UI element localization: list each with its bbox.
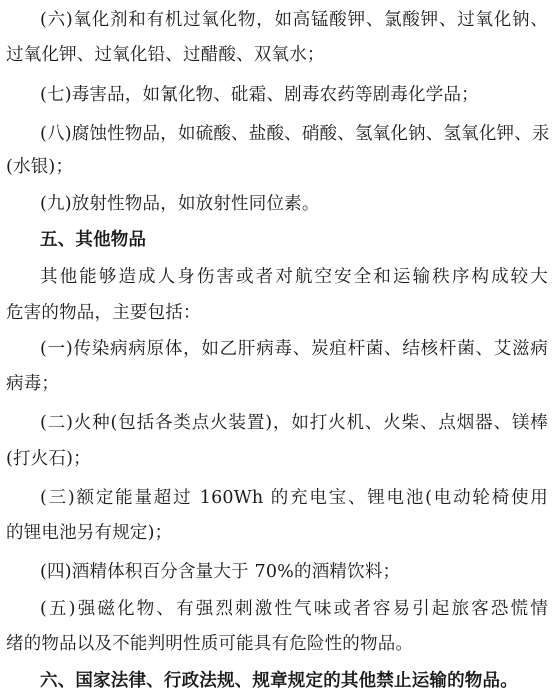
paragraph-line: 过氧化钾、过氧化铅、过醋酸、双氧水； bbox=[6, 45, 325, 65]
paragraph-line: (一)传染病病原体，如乙肝病毒、炭疽杆菌、结核杆菌、艾滋病 bbox=[40, 339, 548, 359]
paragraph-line: (五)强磁化物、有强烈刺激性气味或者容易引起旅客恐慌情 bbox=[40, 599, 548, 619]
section-heading: 五、其他物品 bbox=[40, 230, 147, 250]
paragraph-line: (打火石)； bbox=[6, 449, 91, 469]
paragraph-line: 病毒； bbox=[6, 374, 60, 394]
paragraph-line: (三)额定能量超过 160Wh 的充电宝、锂电池(电动轮椅使用 bbox=[40, 488, 548, 508]
paragraph-line: 危害的物品，主要包括： bbox=[6, 303, 201, 323]
paragraph-line: (八)腐蚀性物品，如硫酸、盐酸、硝酸、氢氧化钠、氢氧化钾、汞 bbox=[40, 124, 550, 144]
paragraph-line: 绪的物品以及不能判明性质可能具有危险性的物品。 bbox=[6, 634, 414, 654]
paragraph-line: (四)酒精体积百分含量大于 70%的酒精饮料； bbox=[40, 562, 401, 582]
paragraph-line: (六)氧化剂和有机过氧化物，如高锰酸钾、氯酸钾、过氧化钠、 bbox=[40, 10, 548, 30]
paragraph-line: (七)毒害品，如氰化物、砒霜、剧毒农药等剧毒化学品； bbox=[40, 85, 479, 105]
section-heading: 六、国家法律、行政法规、规章规定的其他禁止运输的物品。 bbox=[40, 671, 518, 691]
paragraph-line: (水银)； bbox=[6, 157, 74, 177]
paragraph-line: (九)放射性物品，如放射性同位素。 bbox=[40, 194, 320, 214]
paragraph-line: (二)火种(包括各类点火装置)，如打火机、火柴、点烟器、镁棒 bbox=[40, 413, 548, 433]
paragraph-line: 其他能够造成人身伤害或者对航空安全和运输秩序构成较大 bbox=[40, 267, 548, 287]
paragraph-line: 的锂电池另有规定)； bbox=[6, 523, 173, 543]
